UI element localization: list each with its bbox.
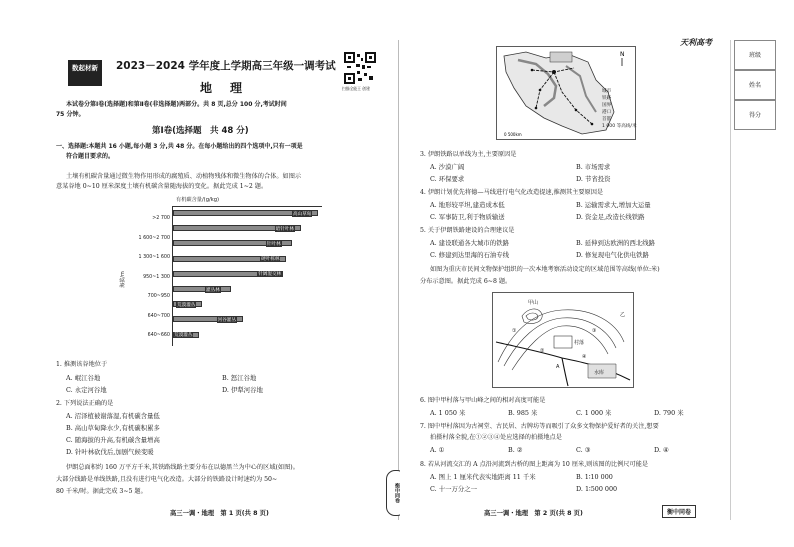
class-label: 班级 xyxy=(748,52,761,59)
chart-ytick-label: 640~700 xyxy=(147,313,170,319)
name-field[interactable] xyxy=(734,70,776,100)
q1-option-c[interactable]: C. 永定河谷地 xyxy=(66,386,107,394)
chart-bar-label: 针阔混交林 xyxy=(258,272,282,278)
chart-bar xyxy=(173,286,231,292)
q4-stem: 4. 伊朗计划优先将德—马线进行电气化改造提速,推测其主要原因是 xyxy=(420,189,604,196)
passage-1-line-1: 土壤有机碳含量通过微生物作用形成的腐殖质、动植物残体和微生物体的合体。如图示 xyxy=(66,173,302,180)
q8-stem: 8. 若从河流交汇的 A 点沿河流到古桥的图上距离为 10 厘米,则该图的比例尺可能是 xyxy=(420,461,649,468)
badge-text: 衡中同卷 xyxy=(667,509,692,516)
map1-scale: 0 500km xyxy=(504,132,522,137)
q3-option-a[interactable]: A. 沙漠广阔 xyxy=(430,163,465,171)
passage-3-line-1: 如图为重庆市民间文物保护组织的一次本地考察活动设定的区域范围等高线(单位:米) xyxy=(430,266,660,273)
legend-capital: 首都 xyxy=(602,117,612,122)
intro-line-2: 75 分钟。 xyxy=(56,111,85,118)
q1-option-d[interactable]: D. 伊犁河谷地 xyxy=(222,386,263,394)
chart-bar-label: 荒漠灌丛 xyxy=(177,302,196,308)
map1-legend xyxy=(602,88,637,130)
chart-axis-top xyxy=(172,206,322,207)
passage-3-line-2: 分布示意图。据此完成 6~8 题。 xyxy=(420,278,512,285)
q4-option-c[interactable]: C. 军事防卫,利于物质输送 xyxy=(430,213,505,221)
subject-title: 地 理 xyxy=(200,81,246,95)
q7-option-a[interactable]: A. ① xyxy=(430,446,445,454)
q7-stem-2: 拍摄村落全貌,在①②③④处应选择的拍摄地点是 xyxy=(430,434,562,441)
q6-stem: 6. 图中甲村落与甲山峰之间的相对高度可能是 xyxy=(420,397,546,404)
instructions-line-1: 一、选择题:本题共 16 小题,每小题 3 分,共 48 分。在每小题给出的四个选项中,只有一项是 xyxy=(56,143,303,150)
chart-bar-label: 针叶林 xyxy=(266,241,281,247)
q7-option-c[interactable]: C. ③ xyxy=(576,446,591,454)
legend-city: 城市 xyxy=(602,89,612,94)
section-title: 第Ⅰ卷(选择题 共 48 分) xyxy=(152,126,249,136)
q4-option-d[interactable]: D. 资金足,改造长线铁路 xyxy=(576,213,645,221)
chart-ytick-label: >2 700 xyxy=(152,216,170,221)
map1-north: N xyxy=(620,51,625,58)
passage-1-line-2: 意某谷地 0~10 厘米深度土壤有机碳含量随海拔的变化。据此完成 1~2 题。 xyxy=(56,183,268,190)
legend-railway: 铁路 xyxy=(602,96,612,101)
map2-label-3: ③ xyxy=(592,328,597,334)
chart-ytick-label: 950~1 300 xyxy=(143,274,170,280)
name-label: 姓名 xyxy=(748,82,761,89)
q5-option-c[interactable]: C. 修建到达里海的石油专线 xyxy=(430,251,510,259)
q6-option-a[interactable]: A. 1 050 米 xyxy=(430,409,466,417)
q5-option-a[interactable]: A. 建设联通各大城市的铁路 xyxy=(430,239,509,247)
logo-text: 数起材新 xyxy=(72,64,98,72)
chart-bar-fill xyxy=(174,287,230,291)
contour-map xyxy=(492,292,634,388)
footer-badge xyxy=(662,505,696,518)
score-label: 得分 xyxy=(748,112,761,119)
map2-label-village: 村落 xyxy=(574,340,585,346)
q6-option-c[interactable]: C. 1 000 米 xyxy=(576,409,612,417)
q1-stem: 1. 推测该谷地位于 xyxy=(56,361,108,368)
exam-title: 2023－2024 学年度上学期高三年级一调考试 xyxy=(116,60,336,72)
page-divider xyxy=(398,40,399,520)
q7-option-b[interactable]: B. ② xyxy=(508,446,523,454)
qr-caption: 扫描全能王 创建 xyxy=(342,86,370,91)
footer-left: 高三一调・地理 第 1 页(共 8 页) xyxy=(170,510,269,517)
q4-option-a[interactable]: A. 地形较平坦,建造成本低 xyxy=(430,201,505,209)
instructions-line-2: 符合题目要求的。 xyxy=(66,153,115,160)
q5-stem: 5. 关于伊朗铁路建设的合理建议是 xyxy=(420,227,515,234)
legend-contour: 1 000 等高线/米 xyxy=(602,124,637,129)
chart-bar-label: 硬叶栎林 xyxy=(261,257,280,263)
passage-2-line-1: 伊朗总面积约 160 万平方千米,其铁路线路主要分布在以德黑兰为中心的区域(如图)。 xyxy=(66,464,299,471)
soil-carbon-chart xyxy=(119,196,330,356)
brand-label: 天利高考 xyxy=(680,38,712,47)
q5-option-b[interactable]: B. 延伸到达欧洲的西北线路 xyxy=(576,239,656,247)
q8-option-d[interactable]: D. 1∶500 000 xyxy=(576,485,618,493)
q7-option-d[interactable]: D. ④ xyxy=(654,446,669,454)
q3-option-c[interactable]: C. 环保要求 xyxy=(430,175,465,183)
q3-option-d[interactable]: D. 节省投资 xyxy=(576,175,611,183)
logo xyxy=(68,60,102,86)
q7-stem-1: 7. 图中甲村落因为古祠堂、古民居、古牌坊等而吸引了众多文物保护爱好者的关注,想要 xyxy=(420,423,659,430)
chart-bar-label: 荒漠灌丛 xyxy=(174,333,193,339)
map2-label-reservoir: 水库 xyxy=(594,370,605,376)
q8-option-a[interactable]: A. 图上 1 厘米代表实地距离 11 千米 xyxy=(430,473,536,481)
chart-title: 有机碳含量/(g/kg) xyxy=(176,197,220,203)
passage-2-line-2: 大部分线路是单线铁路,且没有进行电气化改造。大部分的铁路设计时速约为 50~ xyxy=(56,476,278,483)
q5-option-d[interactable]: D. 修复现电气化供电铁路 xyxy=(576,251,649,259)
qr-code[interactable] xyxy=(344,52,376,84)
map2-label-4: ④ xyxy=(582,354,587,360)
q2-stem: 2. 下列说法正确的是 xyxy=(56,400,114,407)
passage-2-line-3: 80 千米/时。据此完成 3~5 题。 xyxy=(56,488,147,495)
chart-ytick-label: 1 600~2 700 xyxy=(138,235,170,241)
chart-ytick-label: 700~950 xyxy=(147,294,170,300)
q1-option-a[interactable]: A. 岷江谷地 xyxy=(66,374,101,382)
class-field[interactable] xyxy=(734,40,776,70)
map2-label-peak: 甲山 xyxy=(528,300,539,306)
chart-ylabel: 海拔/m xyxy=(119,271,126,288)
footer-right: 高三一调・地理 第 2 页(共 8 页) xyxy=(484,510,583,517)
chart-bar-label: 暗针叶林 xyxy=(275,226,294,232)
q8-option-c[interactable]: C. 十一万分之一 xyxy=(430,485,478,493)
intro-line-1: 本试卷分第Ⅰ卷(选择题)和第Ⅱ卷(非选择题)两部分。共 8 页,总分 100 分,考试时间 xyxy=(66,101,287,108)
q2-option-d[interactable]: D. 针叶林砍伐后,加剧气候变暖 xyxy=(66,448,154,456)
q8-option-b[interactable]: B. 1∶10 000 xyxy=(576,473,613,481)
map2-label-2: ② xyxy=(540,348,545,354)
q2-option-c[interactable]: C. 随海拔的升高,有机碳含量增高 xyxy=(66,436,160,444)
q2-option-a[interactable]: A. 沼泽植被谢落湿,有机碳含量低 xyxy=(66,412,160,420)
chart-ytick-label: 640~660 xyxy=(147,333,170,339)
q2-option-b[interactable]: B. 高山草甸降水少,有机碳积累多 xyxy=(66,424,160,432)
q3-stem: 3. 伊朗铁路以单线为主,主要原因是 xyxy=(420,151,517,158)
chart-bar-label: 河谷灌丛 xyxy=(217,317,236,323)
map2-label-1: ① xyxy=(512,328,517,334)
legend-port: 港口 xyxy=(602,110,612,115)
q6-option-b[interactable]: B. 985 米 xyxy=(508,409,538,417)
side-strip xyxy=(730,40,731,520)
legend-border: 国界 xyxy=(602,103,612,108)
map2-label-yi: 乙 xyxy=(620,312,626,318)
stamp-text: 衡中同卷 xyxy=(394,483,400,503)
chart-ytick-label: 1 300~1 600 xyxy=(138,255,170,261)
chart-bar-label: 高山草甸 xyxy=(293,211,312,217)
q4-option-b[interactable]: B. 运输需求大,增加大运量 xyxy=(576,201,651,209)
map2-label-a: A xyxy=(556,364,560,370)
q3-option-b[interactable]: B. 市场需求 xyxy=(576,163,611,171)
chart-bar-label: 灌丛林 xyxy=(206,287,220,293)
q1-option-b[interactable]: B. 怒江谷地 xyxy=(222,374,257,382)
score-field[interactable] xyxy=(734,100,776,130)
q6-option-d[interactable]: D. 790 米 xyxy=(654,409,684,417)
